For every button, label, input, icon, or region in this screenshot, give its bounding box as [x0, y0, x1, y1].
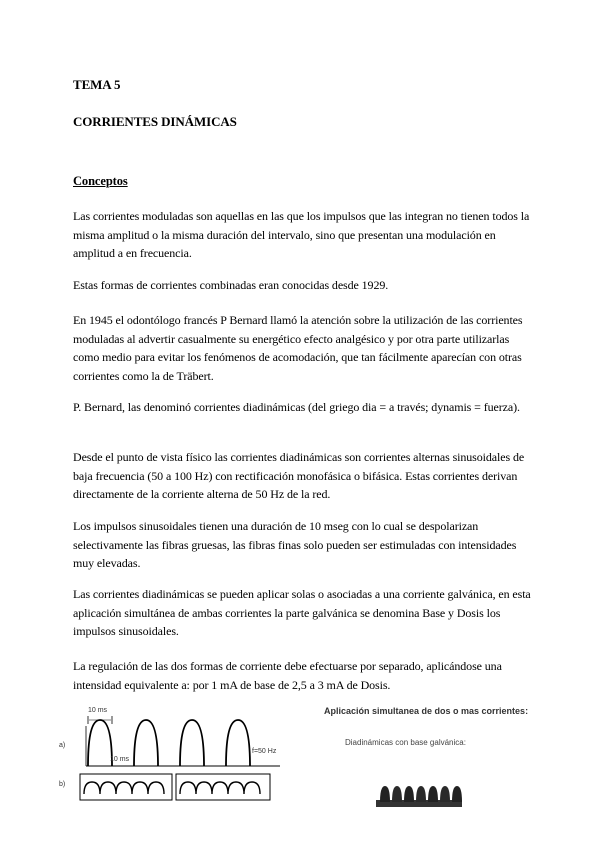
application-title: Aplicación simultanea de dos o mas corrientes: — [324, 706, 529, 716]
diadynamic-waveform-image — [376, 782, 462, 808]
paragraph-4: P. Bernard, las denominó corrientes diadinámicas (del griego dia = a través; dynamis = fuerza). — [73, 400, 520, 414]
paragraph-2: Estas formas de corrientes combinadas eran conocidas desde 1929. — [73, 278, 389, 292]
paragraph-8: La regulación de las dos formas de corriente debe efectuarse por separado, aplicándose una intensidad equivalente a: por 1 mA de base de 2,5 a 3 mA de Dosis. — [73, 659, 502, 692]
paragraph-1: Las corrientes moduladas son aquellas en las que los impulsos que las integran no tienen todos la misma amplitud o la misma duración del intervalo, sino que presentan una modulación en amplitud a en frecuencia. — [73, 209, 530, 260]
document-title: CORRIENTES DINÁMICAS — [73, 114, 237, 129]
paragraph-5: Desde el punto de vista físico las corrientes diadinámicas son corrientes alternas sinusoidales de baja frecuencia (50 a 100 Hz) con rectificación monofásica o bifásica. Estas corrientes derivan directamente de la corriente alterna de 50 Hz de la red. — [73, 450, 525, 501]
paragraph-3: En 1945 el odontólogo francés P Bernard llamó la atención sobre la utilización de las corrientes moduladas al advertir casualmente su energético efecto analgésico y por otra parte utilizarlas como medio para evitar los fenómenos de acomodación, que tan fácilmente aparecían con otras corrientes como la de Träbert. — [73, 313, 523, 383]
waveform-figure — [58, 707, 290, 808]
label-a: a) — [59, 742, 66, 749]
application-subtitle: Diadinámicas con base galvánica: — [345, 738, 466, 747]
top-interval-label: 10 ms — [88, 707, 108, 714]
label-b: b) — [59, 781, 66, 788]
topic-heading: TEMA 5 — [73, 77, 121, 92]
paragraph-7: Las corrientes diadinámicas se pueden aplicar solas o asociadas a una corriente galvánica, en esta aplicación simultánea de ambas corrientes la parte galvánica se denomina Base y Dosis los impulsos sinusoidales. — [73, 587, 531, 638]
paragraph-6: Los impulsos sinusoidales tienen una duración de 10 mseg con lo cual se despolarizan selectivamente las fibras gruesas, las fibras finas solo pueden ser estimuladas con intensidades muy elevadas. — [73, 519, 517, 570]
section-subtitle: Conceptos — [73, 174, 128, 188]
bottom-interval-label: 10 ms — [110, 756, 130, 763]
frequency-label: f=50 Hz — [252, 748, 277, 755]
